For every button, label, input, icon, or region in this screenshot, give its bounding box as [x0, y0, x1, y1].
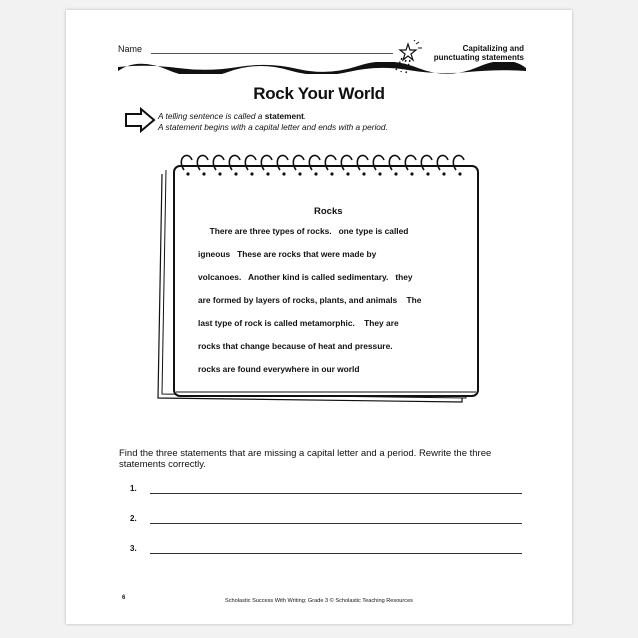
intro-text — [158, 111, 388, 133]
intro-line-2: A statement begins with a capital letter and ends with a period. — [158, 122, 388, 132]
answer-number: 2. — [130, 514, 137, 523]
answer-line[interactable] — [150, 523, 522, 524]
footer-credit: Scholastic Success With Writing: Grade 3 © Scholastic Teaching Resources — [225, 598, 413, 604]
notebook-title: Rocks — [314, 206, 343, 217]
topic-tag — [434, 44, 524, 62]
notebook-line: igneous These are rocks that were made by — [198, 249, 377, 259]
page-number: 6 — [122, 595, 126, 601]
topic-line-2: punctuating statements — [433, 53, 524, 62]
notebook-line: volcanoes. Another kind is called sedimentary. they — [198, 272, 413, 282]
arrow-icon — [123, 107, 157, 133]
answer-number: 1. — [130, 484, 137, 493]
name-line[interactable] — [151, 53, 393, 54]
header-rule — [118, 62, 526, 74]
notebook-line: There are three types of rocks. one type is called — [198, 226, 409, 236]
worksheet-page — [66, 10, 572, 624]
notebook-line: are formed by layers of rocks, plants, and animals The — [198, 295, 422, 305]
statement-term: statement — [264, 111, 304, 121]
intro-line-1: A telling sentence is called a statement. — [158, 111, 307, 121]
name-label: Name — [118, 44, 143, 54]
topic-line-1: Capitalizing and — [462, 44, 524, 53]
notebook-line: rocks are found everywhere in our world — [198, 364, 360, 374]
answer-number: 3. — [130, 544, 137, 553]
notebook-line: last type of rock is called metamorphic. They are — [198, 318, 399, 328]
page-title: Rock Your World — [253, 84, 385, 103]
answer-line[interactable] — [150, 553, 522, 554]
answer-line[interactable] — [150, 493, 522, 494]
notebook-line: rocks that change because of heat and pressure. — [198, 341, 393, 351]
instructions: Find the three statements that are missing a capital letter and a period. Rewrite the three statements correctly. — [119, 448, 492, 470]
